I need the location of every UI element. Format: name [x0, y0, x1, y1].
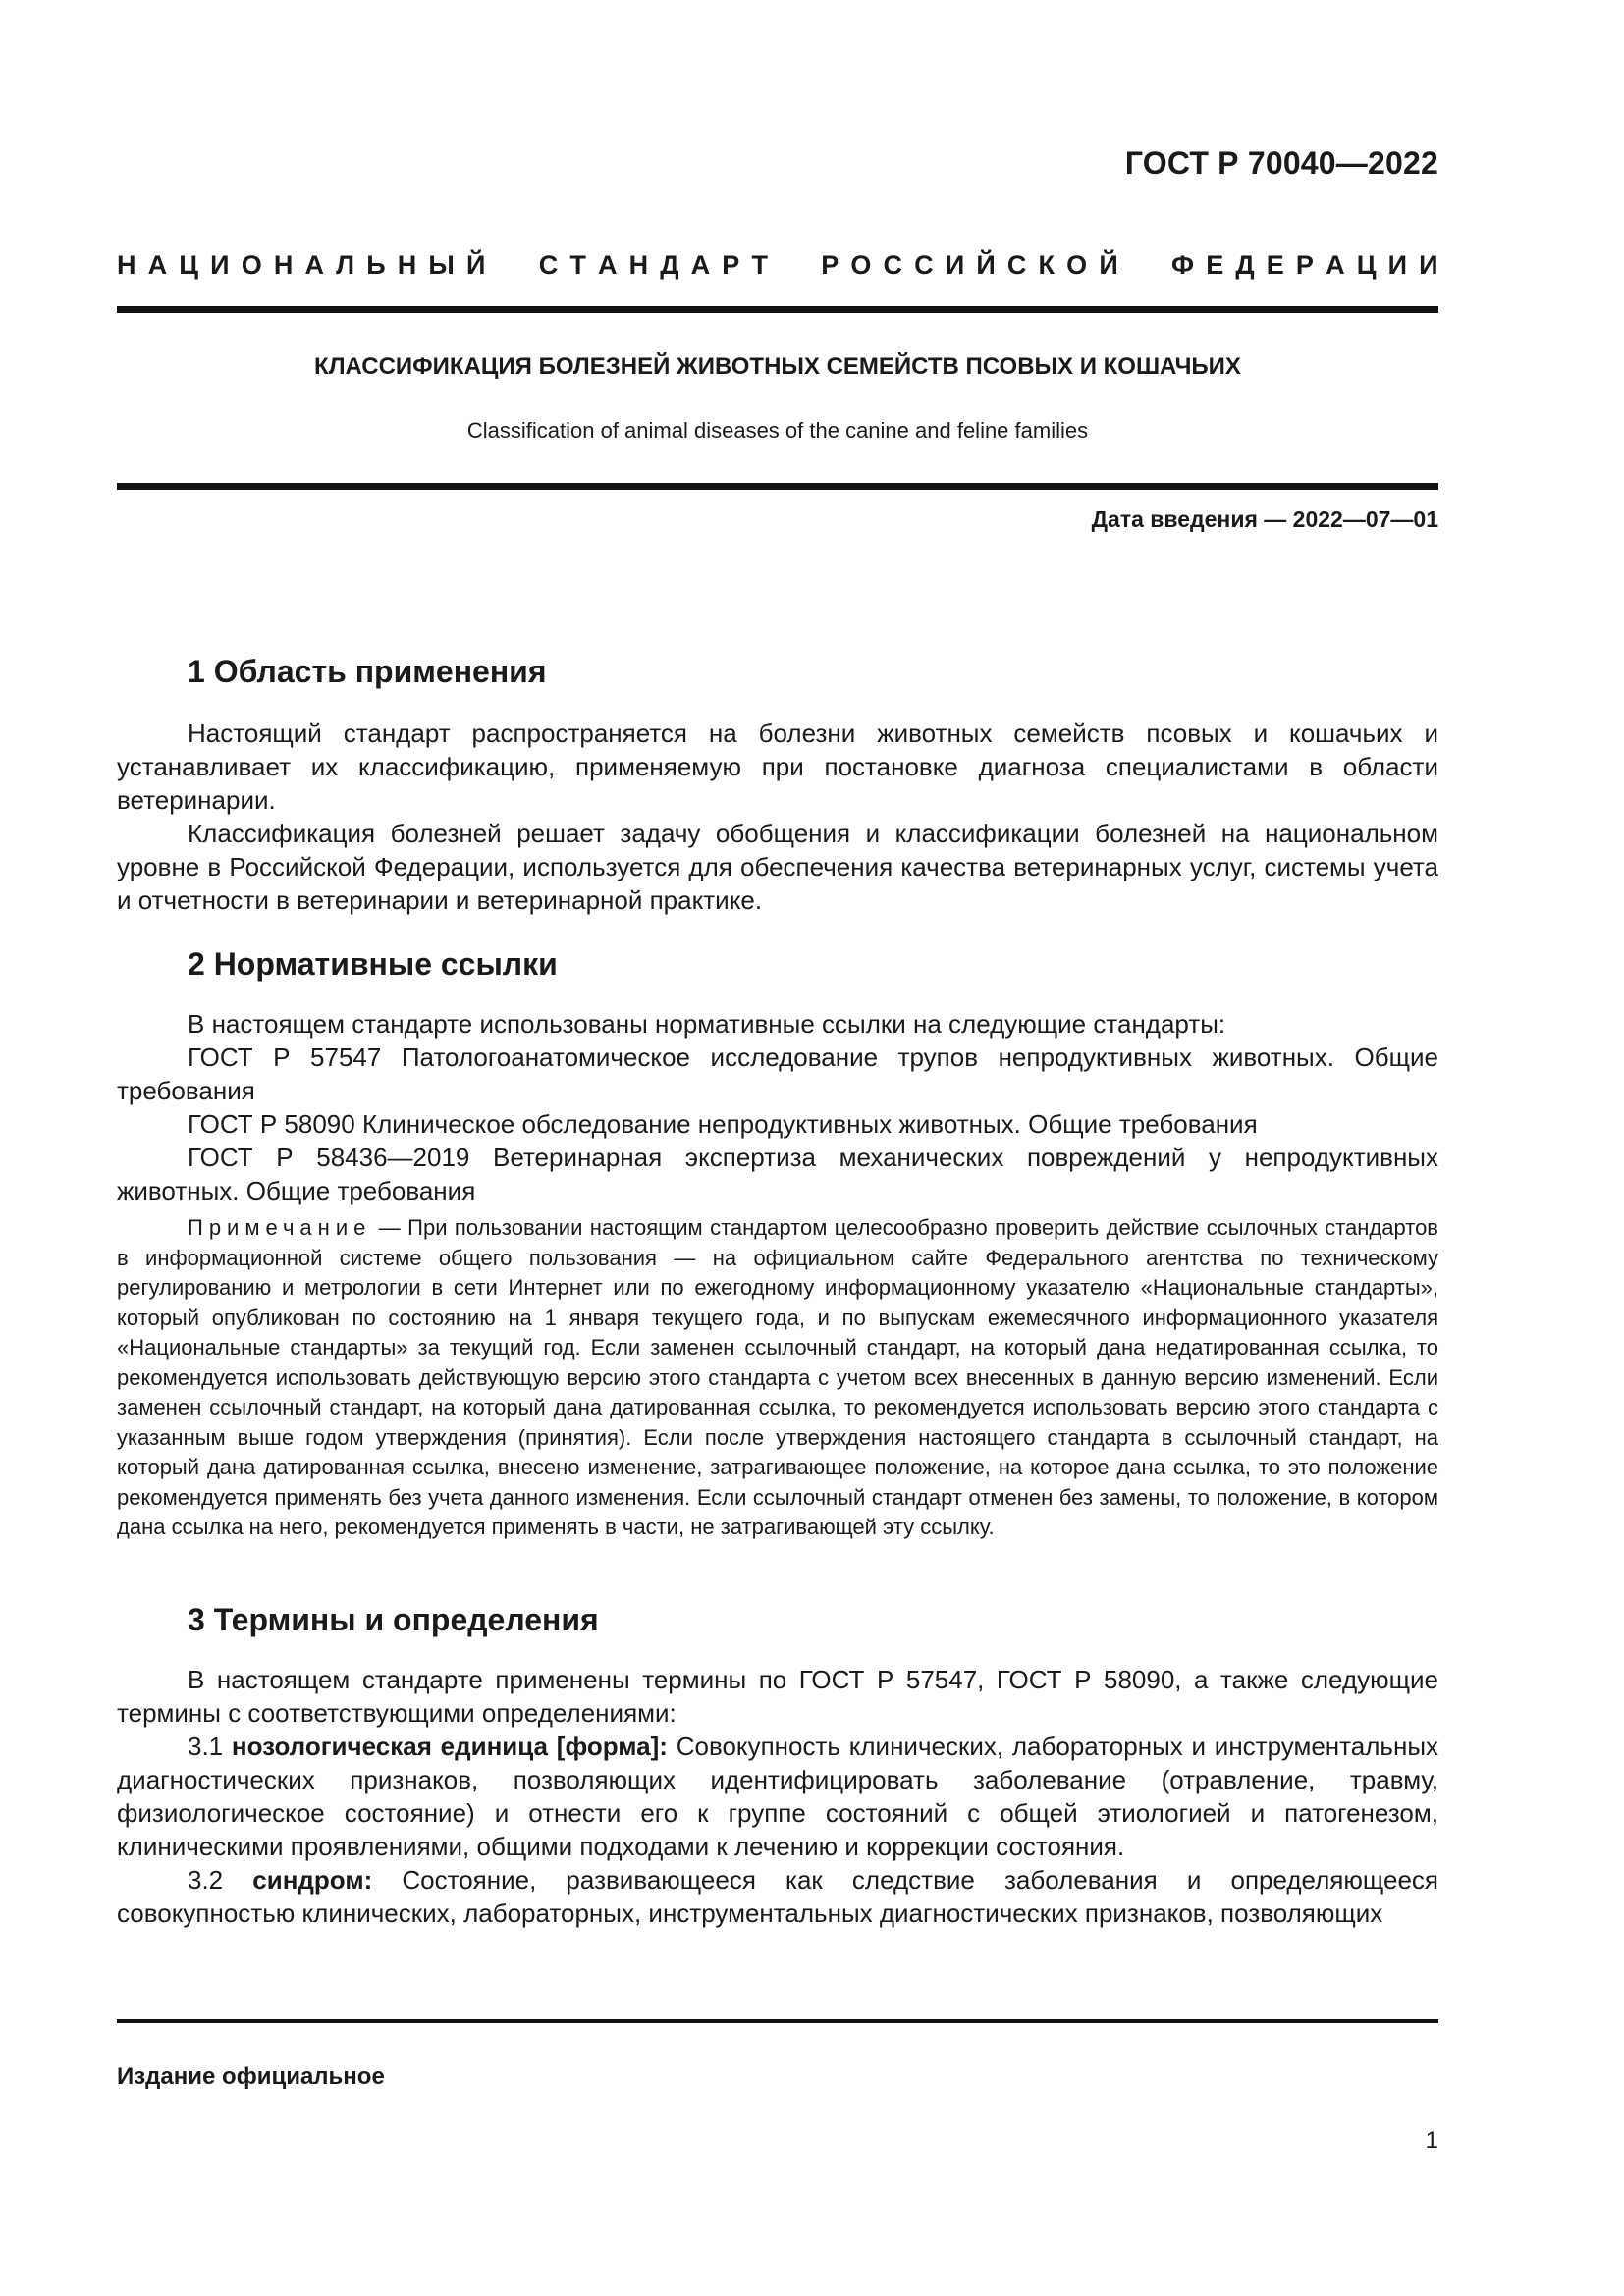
banner-letter: Д [1235, 250, 1255, 280]
banner-letter: Е [1266, 250, 1284, 280]
section3-intro: В настоящем стандарте применены термины по ГОСТ Р 57547, ГОСТ Р 58090, а также следующие термины с соответствующими определениями: [117, 1664, 1438, 1728]
note-label: Примечание [188, 1215, 372, 1240]
introduction-date: Дата введения — 2022—07—01 [1091, 507, 1438, 532]
normative-reference: ГОСТ Р 58090 Клиническое обследование непродуктивных животных. Общие требования [188, 1109, 1258, 1139]
term-number: 3.1 [188, 1731, 232, 1761]
note-text: — При пользовании настоящим стандартом целесообразно проверить действие ссылочных стандартов в информационной системе общего пользования — на официальном сайте Федерального агентства по техническому регулированию и метрологии в сети Интернет или по ежегодному информационному указателю «Национальные стандарты», который опубликован по состоянию на 1 января текущего года, и по выпускам ежемесячного информационного указателя «Национальные стандарты» за текущий год. Если заменен ссылочный стандарт, на который дана недатированная ссылка, то рекомендуется использовать действующую версию этого стандарта с учетом всех внесенных в данную версию изменений. Если заменен ссылочный стандарт, на который дана датированная ссылка, то рекомендуется использовать версию этого стандарта с указанным выше годом утверждения (принятия). Если после утверждения настоящего стандарта в ссылочный стандарт, на который дана датированная ссылка, внесено изменение, затрагивающее положение, на которое дана ссылка, то это положение рекомендуется применять без учета данного изменения. Если ссылочный стандарт отменен без замены, то положение, в котором дана ссылка на него, рекомендуется применять в части, не затрагивающей эту ссылку. [117, 1215, 1438, 1539]
document-body [117, 652, 1438, 1930]
normative-reference: ГОСТ Р 58436—2019 Ветеринарная экспертиза механических повреждений у непродуктивных животных. Общие требования [117, 1143, 1438, 1205]
banner-letter: Е [1206, 250, 1224, 280]
page-number: 1 [1425, 2127, 1438, 2154]
national-standard-banner [117, 250, 1438, 281]
banner-letter: Р [722, 250, 740, 280]
header-rule-top [117, 306, 1438, 313]
banner-letter: А [690, 250, 711, 280]
banner-letter: Л [336, 250, 355, 280]
banner-letter: С [1006, 250, 1027, 280]
banner-letter: К [1038, 250, 1056, 280]
banner-letter: И [1419, 250, 1438, 280]
banner-letter: Р [1295, 250, 1314, 280]
banner-letter: Т [569, 250, 586, 280]
section1-paragraph: Классификация болезней решает задачу обобщения и классификации болезней на национальном уровне в Российской Федерации, используется для обеспечения качества ветеринарных услуг, системы учета и отчетности в ветеринарии и ветеринарной практике. [117, 819, 1438, 915]
official-edition-label: Издание официальное [117, 2063, 385, 2090]
banner-letter: Д [660, 250, 679, 280]
term-number: 3.2 [188, 1864, 253, 1895]
banner-letter: А [1326, 250, 1345, 280]
banner-letter: А [597, 250, 618, 280]
term-definition: Совокупность клинических, лабораторных и инструментальных диагностических признаков, позволяющих идентифицировать заболевание (отравление, травму, физиологическое состояние) и отнести его к группе состояний с общей этиологией и патогенезом, клиническими проявлениями, общими подходами к лечению и коррекции состояния. [117, 1731, 1439, 1861]
banner-letter: И [945, 250, 965, 280]
banner-letter: С [883, 250, 903, 280]
header-rule-bottom [117, 483, 1438, 490]
reference-note [117, 1213, 1438, 1543]
banner-letter: С [538, 250, 559, 280]
banner-letter: А [304, 250, 324, 280]
document-title-en: Classification of animal diseases of the canine and feline families [466, 418, 1089, 443]
banner-letter: Ц [179, 250, 199, 280]
term-entry [117, 1730, 1438, 1863]
section-heading-3: 3 Термины и определения [188, 1601, 599, 1637]
banner-letter: И [1387, 250, 1407, 280]
normative-reference: ГОСТ Р 57547 Патологоанатомическое исследование трупов непродуктивных животных. Общие требования [117, 1042, 1438, 1105]
document-title-ru: КЛАССИФИКАЦИЯ БОЛЕЗНЕЙ ЖИВОТНЫХ СЕМЕЙСТВ ПСОВЫХ И КОШАЧЬИХ [314, 353, 1241, 380]
banner-letter: Ф [1171, 250, 1195, 280]
banner-letter: О [850, 250, 872, 280]
banner-letter: И [210, 250, 230, 280]
document-code: ГОСТ Р 70040—2022 [1124, 145, 1438, 181]
term-definition: Состояние, развивающееся как следствие заболевания и определяющееся совокупностью клинических, лабораторных, инструментальных диагностических признаков, позволяющих [117, 1864, 1438, 1928]
section-heading-1: 1 Область применения [188, 654, 547, 689]
term-name: синдром: [252, 1864, 373, 1895]
banner-letter: Н [628, 250, 649, 280]
banner-letter: С [914, 250, 934, 280]
banner-letter: Ы [428, 250, 455, 280]
banner-letter: Н [273, 250, 294, 280]
banner-letter: Р [821, 250, 839, 280]
section1-paragraph: Настоящий стандарт распространяется на болезни животных семейств псовых и кошачьих и устанавливает их классификацию, применяемую при постановке диагноза специалистами в области ветеринарии. [117, 719, 1438, 815]
section-heading-2: 2 Нормативные ссылки [188, 946, 558, 982]
banner-letter: Ь [366, 250, 386, 280]
section2-intro: В настоящем стандарте использованы нормативные ссылки на следующие стандарты: [188, 1009, 1226, 1039]
term-name: нозологическая единица [форма]: [231, 1731, 668, 1761]
banner-gap [780, 250, 809, 281]
banner-letter: А [147, 250, 168, 280]
banner-letter: Й [976, 250, 996, 280]
banner-letter: О [241, 250, 262, 280]
banner-letter: О [1066, 250, 1088, 280]
banner-letter: Й [466, 250, 486, 280]
term-entry [117, 1863, 1438, 1930]
banner-letter: Н [117, 250, 136, 280]
banner-letter: Н [397, 250, 417, 280]
banner-letter: Й [1099, 250, 1118, 280]
banner-letter: Ц [1356, 250, 1377, 280]
footer-rule [117, 2019, 1438, 2023]
banner-gap [498, 250, 527, 281]
banner-gap [1130, 250, 1160, 281]
banner-letter: Т [751, 250, 768, 280]
